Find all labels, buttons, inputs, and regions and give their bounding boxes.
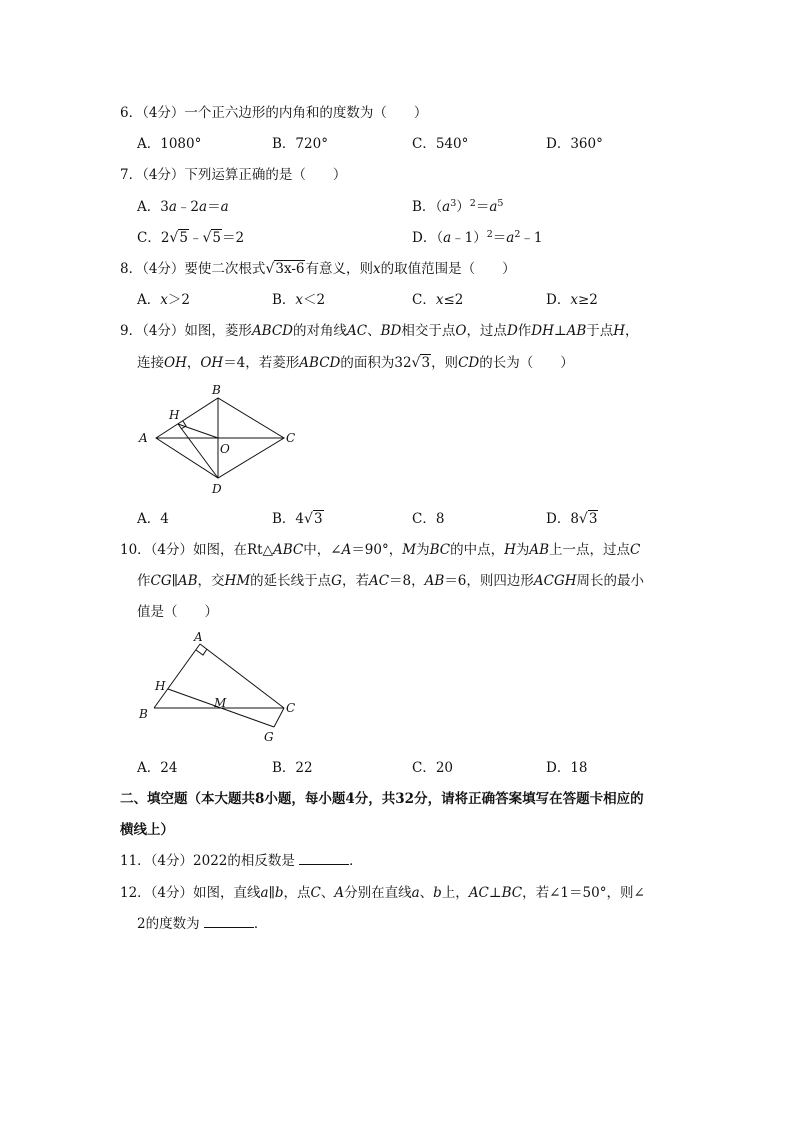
q6-option-d: D．360° — [546, 136, 603, 152]
right-angle-mark-a — [196, 649, 207, 655]
q7-stem: 7．（4分）下列运算正确的是（ ） — [120, 167, 347, 183]
label-a: A — [194, 630, 203, 644]
label-h: H — [155, 679, 166, 693]
q12-end: ． — [253, 916, 268, 932]
q11-answer-blank — [299, 852, 349, 865]
q10-option-a: A．24 — [137, 760, 178, 776]
q10-line3: 值是（ ） — [137, 604, 218, 620]
q8-option-c: C．x≤2 — [412, 292, 464, 308]
q9-option-d: D．8√3 — [546, 511, 598, 527]
label-g: G — [264, 730, 274, 744]
segment-cg — [274, 708, 284, 727]
q11-text: 11．（4分）2022的相反数是 — [120, 853, 295, 869]
segment-dh — [178, 424, 218, 478]
label-b: B — [212, 383, 221, 397]
section2-heading-line1: 二、填空题（本大题共8小题，每小题4分，共32分，请将正确答案填写在答题卡相应的 — [120, 791, 644, 807]
q12-answer-blank — [204, 915, 254, 928]
label-o: O — [220, 442, 230, 456]
q7-option-a: A．3a﹣2a＝a — [137, 199, 229, 215]
q8-option-b: B．x＜2 — [272, 292, 326, 308]
q9-option-c: C．8 — [412, 511, 445, 527]
triangle-figure — [130, 628, 310, 750]
q10-option-d: D．18 — [546, 760, 588, 776]
q11 — [120, 852, 363, 870]
label-c: C — [286, 701, 296, 715]
q11-end: ． — [349, 853, 363, 869]
label-m: M — [214, 696, 227, 710]
label-a: A — [139, 431, 148, 445]
q7-option-d: D．$(a﹣1)^2=a^2﹣1$ — [412, 229, 543, 246]
q6-stem: 6．（4分）一个正六边形的内角和的度数为（ ） — [120, 105, 428, 121]
segment-oh — [178, 424, 218, 438]
label-d: D — [212, 482, 222, 496]
q9-line1: 9．（4分）如图，菱形ABCD的对角线AC、BD相交于点O，过点D作DH⊥AB于点H， — [120, 323, 639, 339]
q7-option-b: B．$(a^3)^2=a^5$ — [412, 198, 504, 215]
segment-ac — [200, 644, 284, 708]
q10-option-b: B．22 — [272, 760, 313, 776]
q9-line2: 连接OH，OH＝4，若菱形ABCD的面积为32√3，则CD的长为（ ） — [137, 355, 574, 371]
q12-line2 — [137, 915, 267, 933]
q10-line2: 作CG∥AB，交HM的延长线于点G，若AC＝8，AB＝6，则四边形ACGH周长的最小 — [137, 573, 645, 589]
q9-option-b: B．4√3 — [272, 511, 323, 527]
label-c: C — [286, 431, 296, 445]
q8-option-a: A．x＞2 — [137, 292, 190, 308]
q6-option-a: A．1080° — [137, 136, 202, 152]
label-b: B — [139, 707, 148, 721]
q12-line1: 12．（4分）如图，直线a∥b，点C、A分别在直线a、b上，AC⊥BC，若∠1＝50°，则∠ — [120, 885, 645, 901]
label-h: H — [169, 408, 180, 422]
q8-option-d: D．x≥2 — [546, 292, 598, 308]
q6-option-b: B．720° — [272, 136, 328, 152]
q10-option-c: C．20 — [412, 760, 454, 776]
q9-option-a: A．4 — [137, 511, 169, 527]
section2-heading-line2: 横线上） — [120, 822, 174, 838]
q12-text: 2的度数为 — [137, 916, 200, 932]
rhombus-figure — [130, 380, 310, 500]
q7-option-c: C．2√5﹣√5＝2 — [137, 230, 245, 246]
q10-line1: 10．（4分）如图，在Rt△ABC中，∠A＝90°，M为BC的中点，H为AB上一点，过点C — [120, 542, 641, 558]
q6-option-c: C．540° — [412, 136, 469, 152]
q8-stem: 8．（4分）要使二次根式√3x-6有意义，则x的取值范围是（ ） — [120, 261, 516, 277]
